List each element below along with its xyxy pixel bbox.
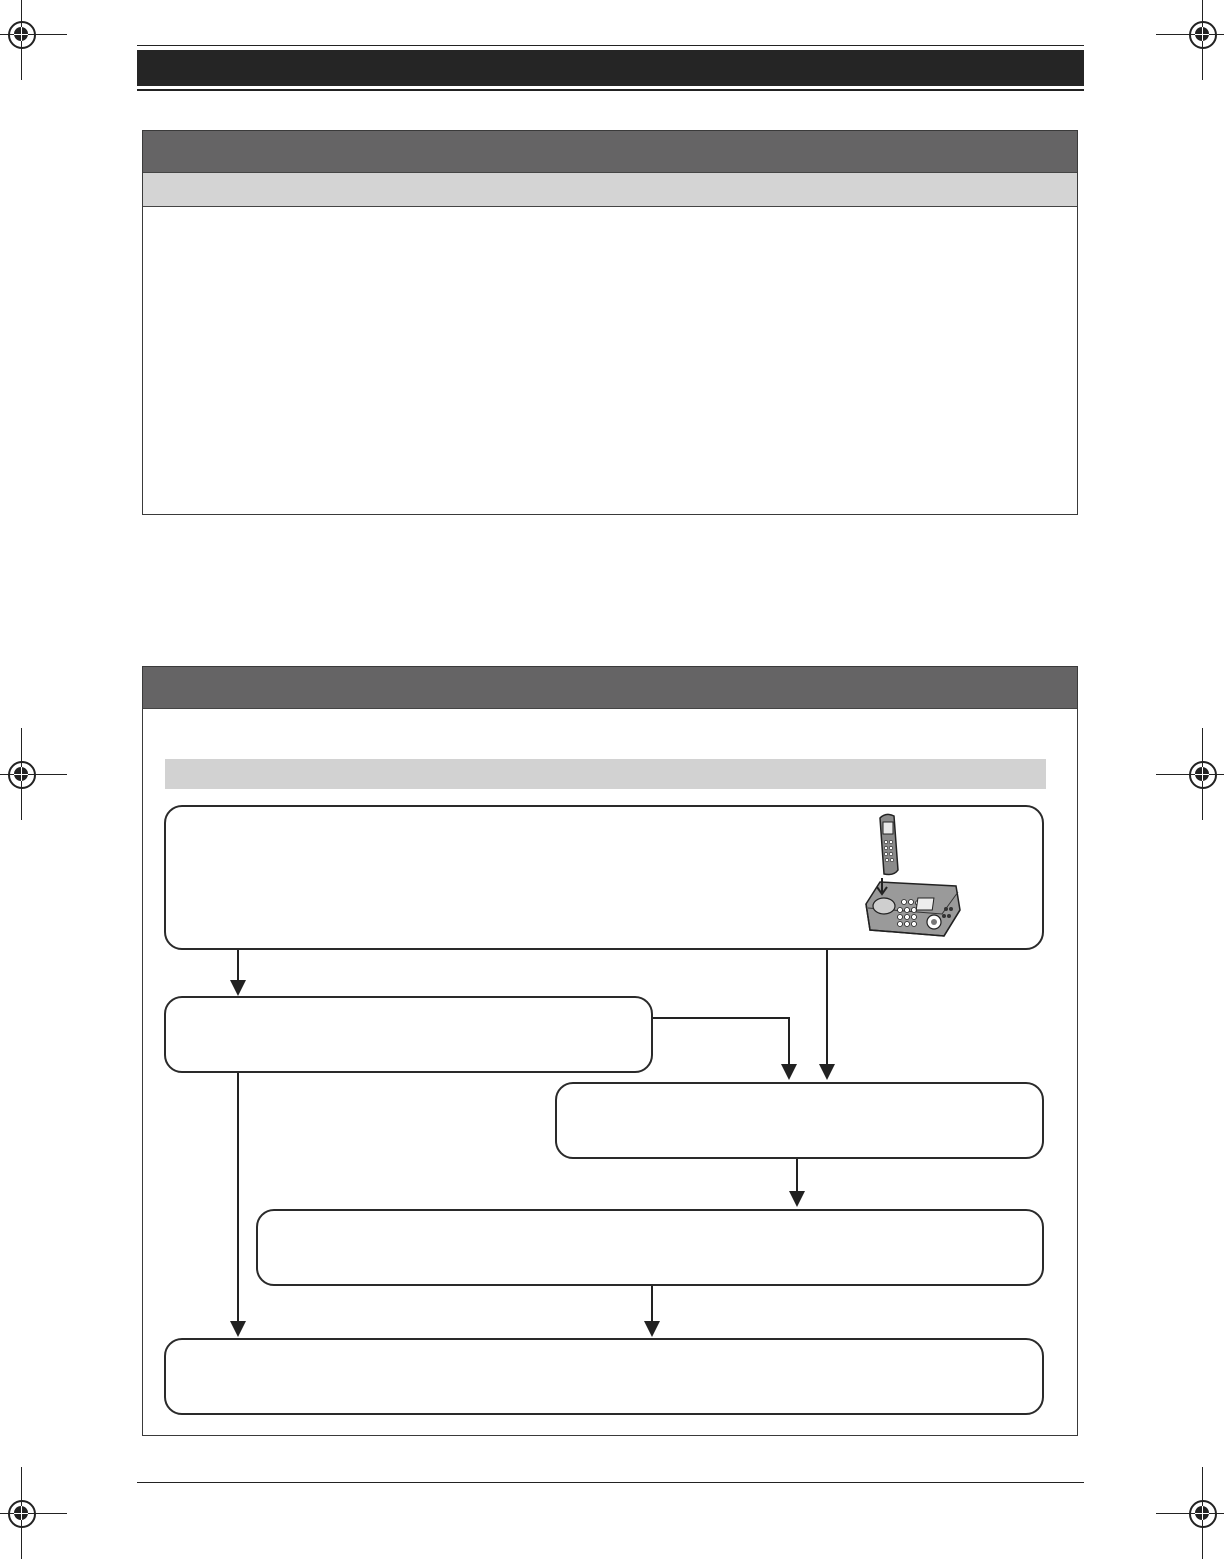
- arrow-to-box-3-right: [819, 1064, 835, 1080]
- arrow-to-box-3-left: [781, 1064, 797, 1080]
- flow-box-4: [256, 1209, 1044, 1286]
- connector-1-3: [826, 950, 828, 1066]
- connector-4-5: [651, 1286, 653, 1323]
- bottom-panel-header: [143, 667, 1077, 709]
- arrow-to-box-4: [789, 1191, 805, 1207]
- footer-rule: [137, 1482, 1084, 1483]
- header-bar: [137, 50, 1084, 86]
- flow-box-5: [164, 1338, 1044, 1415]
- flow-box-3: [555, 1082, 1044, 1159]
- cordless-phone-base-icon: [860, 812, 966, 942]
- header-rule-top: [137, 45, 1084, 46]
- connector-2-5: [237, 1073, 239, 1323]
- connector-3-4: [796, 1159, 798, 1193]
- flow-box-2: [164, 996, 653, 1073]
- connector-2-3-vertical: [788, 1017, 790, 1066]
- arrow-to-box-5-right: [644, 1321, 660, 1337]
- arrow-to-box-2: [230, 980, 246, 996]
- flow-band: [165, 759, 1046, 789]
- connector-2-3-horizontal: [653, 1017, 790, 1019]
- connector-1-2: [237, 950, 239, 982]
- top-panel: [142, 130, 1078, 515]
- top-panel-subheader: [143, 172, 1077, 207]
- top-panel-header: [143, 131, 1077, 172]
- arrow-to-box-5-left: [230, 1321, 246, 1337]
- header-rule-bottom: [137, 89, 1084, 91]
